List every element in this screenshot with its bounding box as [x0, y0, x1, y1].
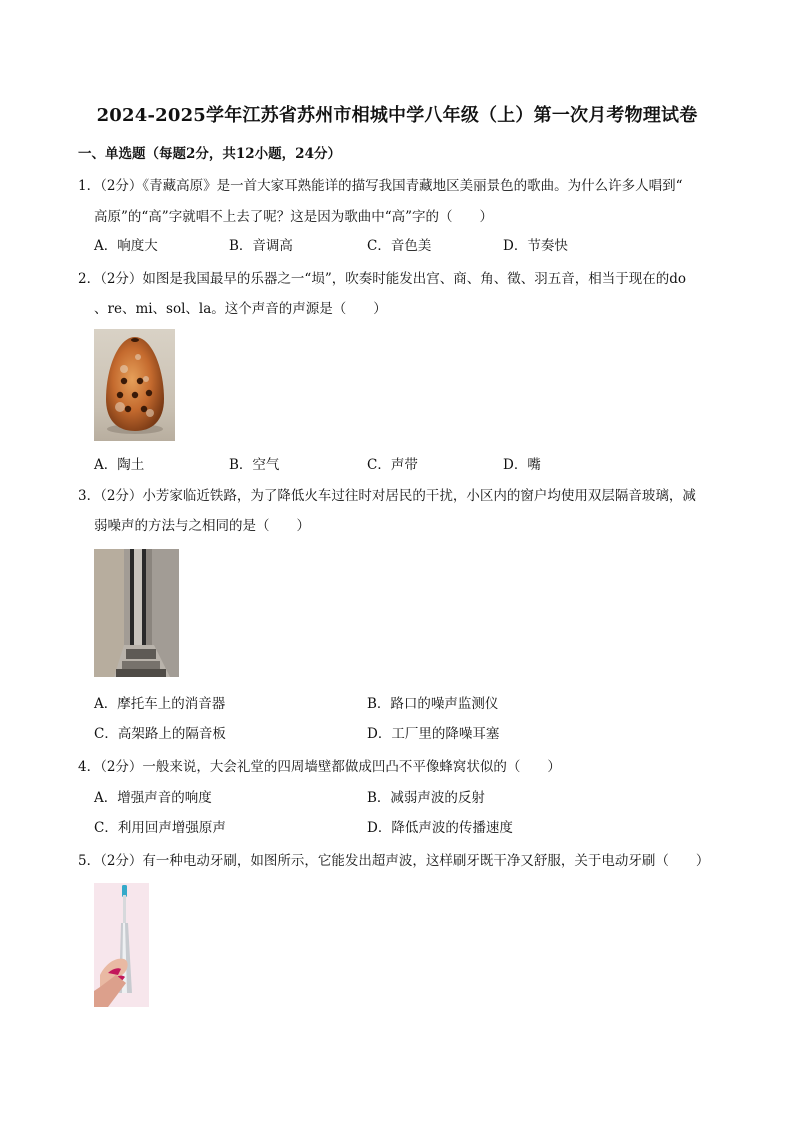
- toothbrush-drawing: [94, 883, 149, 1007]
- question-4-option-d: D．降低声波的传播速度: [367, 820, 513, 836]
- double-glazed-window-image: [94, 549, 179, 677]
- exam-title: 2024-2025学年江苏省苏州市相城中学八年级（上）第一次月考物理试卷: [96, 105, 698, 126]
- question-2-option-b: B．空气: [229, 457, 280, 473]
- electric-toothbrush-image: [94, 883, 149, 1007]
- question-3-option-b: B．路口的噪声监测仪: [367, 696, 499, 712]
- question-4-option-a: A．增强声音的响度: [94, 790, 212, 806]
- question-2-option-c: C．声带: [367, 457, 418, 473]
- question-1-option-a: A．响度大: [94, 238, 158, 254]
- question-4-option-b: B．减弱声波的反射: [367, 790, 485, 806]
- question-5-line-1: 5．（2分）有一种电动牙刷，如图所示，它能发出超声波，这样刷牙既干净又舒服，关于电动牙刷（ ）: [78, 853, 710, 869]
- xun-ocarina-image: [94, 329, 175, 441]
- question-1-line-2: 高原”的“高”字就唱不上去了呢？这是因为歌曲中“高”字的（ ）: [94, 209, 494, 225]
- question-3-line-2: 弱噪声的方法与之相同的是（ ）: [94, 518, 310, 534]
- question-3-option-a: A．摩托车上的消音器: [94, 696, 226, 712]
- question-2-line-1: 2．（2分）如图是我国最早的乐器之一“埙”，吹奏时能发出宫、商、角、徵、羽五音，相当于现在的do: [78, 271, 686, 287]
- question-1-option-c: C．音色美: [367, 238, 432, 254]
- xun-ocarina-drawing: [94, 329, 175, 441]
- question-2-line-2: 、re、mi、sol、la。这个声音的声源是（ ）: [94, 301, 387, 317]
- question-1-line-1: 1．（2分）《青藏高原》是一首大家耳熟能详的描写我国青藏地区美丽景色的歌曲。为什么许多人唱到“: [78, 178, 683, 194]
- question-1-option-d: D．节奏快: [503, 238, 568, 254]
- question-3-option-c: C．高架路上的隔音板: [94, 726, 226, 742]
- question-3-option-d: D．工厂里的降噪耳塞: [367, 726, 500, 742]
- window-frame-drawing: [94, 549, 179, 677]
- question-3-line-1: 3．（2分）小芳家临近铁路，为了降低火车过往时对居民的干扰，小区内的窗户均使用双层隔音玻璃，减: [78, 488, 696, 504]
- question-2-option-a: A．陶土: [94, 457, 145, 473]
- question-4-option-c: C．利用回声增强原声: [94, 820, 226, 836]
- question-1-option-b: B．音调高: [229, 238, 293, 254]
- section-heading: 一、单选题（每题2分，共12小题，24分）: [78, 146, 341, 162]
- question-4-line-1: 4．（2分）一般来说，大会礼堂的四周墙壁都做成凹凸不平像蜂窝状似的（ ）: [78, 759, 561, 775]
- question-2-option-d: D．嘴: [503, 457, 541, 473]
